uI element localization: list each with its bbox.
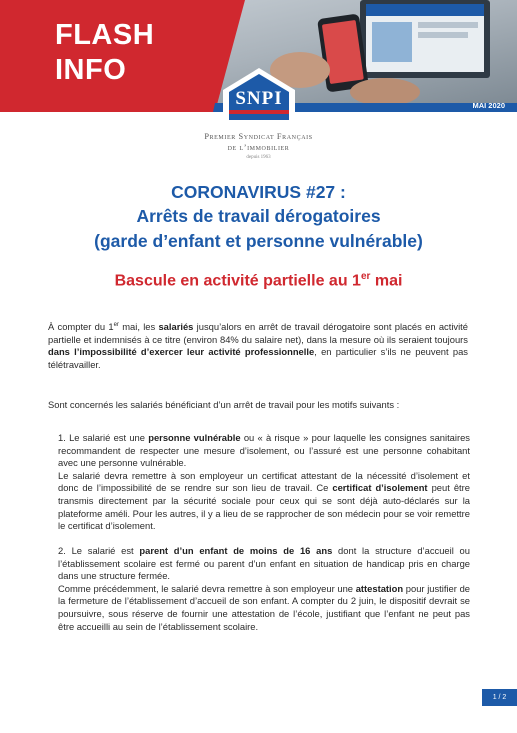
intro-part: À compter du 1 bbox=[48, 321, 114, 333]
item-bold: parent d’un enfant de moins de 16 ans bbox=[139, 545, 333, 556]
info-word: INFO bbox=[55, 54, 127, 86]
intro-part: jusqu’alors en arrêt de travail dérogatoire sont placés en activité partielle et indemnisés à ce titre (environ 84% du salaire net), dans la mesure où ils seraient toujours bbox=[48, 321, 468, 345]
item-bold: attestation bbox=[355, 582, 404, 594]
intro-part: mai, les bbox=[118, 321, 159, 333]
syndicate-line-1: Premier Syndicat Français bbox=[204, 132, 313, 141]
intro-bold: salariés bbox=[158, 321, 194, 333]
item-text: Comme précédemment, le salarié devra remettre à son employeur une bbox=[58, 582, 356, 594]
intro-part: , en particulier s’ils ne peuvent pas télétravailler. bbox=[48, 346, 468, 370]
subtitle-text: Bascule en activité partielle au 1 bbox=[114, 272, 361, 290]
flash-info-title bbox=[55, 18, 154, 88]
title-line-2: Arrêts de travail dérogatoires bbox=[136, 206, 381, 226]
issue-date: MAI 2020 bbox=[472, 101, 505, 110]
flash-word: FLASH bbox=[55, 19, 155, 51]
syndicate-line-3: depuis 1963 bbox=[246, 155, 271, 160]
subtitle bbox=[0, 271, 517, 290]
item-bold: personne vulnérable bbox=[148, 432, 241, 443]
intro-bold: dans l’impossibilité d’exercer leur activité professionnelle bbox=[48, 346, 315, 358]
item-text: peut être transmis directement par la sécurité sociale pour ceux qui se sont déjà auto-déclarés sur la plateforme améli. Pour les autres, il y a lieu de se rapprocher de son médecin pour se voir remettre le certificat d’isolement. bbox=[58, 482, 470, 532]
subtitle-sup: er bbox=[360, 271, 371, 282]
page-number: 1 / 2 bbox=[482, 689, 517, 706]
list-item bbox=[58, 432, 470, 533]
subtitle-tail: mai bbox=[370, 272, 403, 290]
lead-paragraph: Sont concernés les salariés bénéficiant d’un arrêt de travail pour les motifs suivants : bbox=[48, 399, 400, 410]
header-banner bbox=[0, 0, 517, 112]
item-number: 1. bbox=[58, 432, 66, 443]
title-line-3: (garde d’enfant et personne vulnérable) bbox=[94, 231, 423, 251]
item-text: Le salarié est une bbox=[65, 432, 149, 443]
item-text: ou « à risque » pour laquelle les consignes sanitaires recommandent de respecter une mesure d’isolement, ou l’assuré est une personne cohabitant avec une personne vulnérable. bbox=[58, 432, 470, 469]
list-item bbox=[58, 545, 470, 633]
item-number: 2. bbox=[58, 545, 66, 556]
title-line-1: CORONAVIRUS #27 : bbox=[171, 182, 346, 202]
snpi-logo bbox=[219, 66, 299, 126]
logo-text: SNPI bbox=[235, 88, 283, 109]
item-bold: certificat d’isolement bbox=[332, 482, 428, 494]
item-text: pour justifier de la fermeture de l’établissement d’accueil de son enfant. A compter du 2 juin, le dispositif devrait se poursuivre, sous réserve de fournir une attestation de l’école, justifiant que l’enfant ne peut pas être accueilli au sein de l’établissement scolaire. bbox=[58, 582, 470, 632]
intro-sup: er bbox=[113, 322, 119, 328]
syndicate-line-2: de l’immobilier bbox=[227, 143, 290, 152]
item-text: Le salarié devra remettre à son employeur un certificat attestant de la nécessité d’isolement et donc de l’impossibilité de se rendre sur son lieu de travail. Ce bbox=[58, 469, 470, 494]
item-text: Le salarié est bbox=[65, 545, 140, 556]
item-text: dont la structure d’accueil ou l’établissement scolaire est fermé ou parent d’un enfant en situation de handicap pris en charge dans une structure fermée. bbox=[58, 545, 470, 582]
intro-paragraph bbox=[48, 319, 468, 372]
